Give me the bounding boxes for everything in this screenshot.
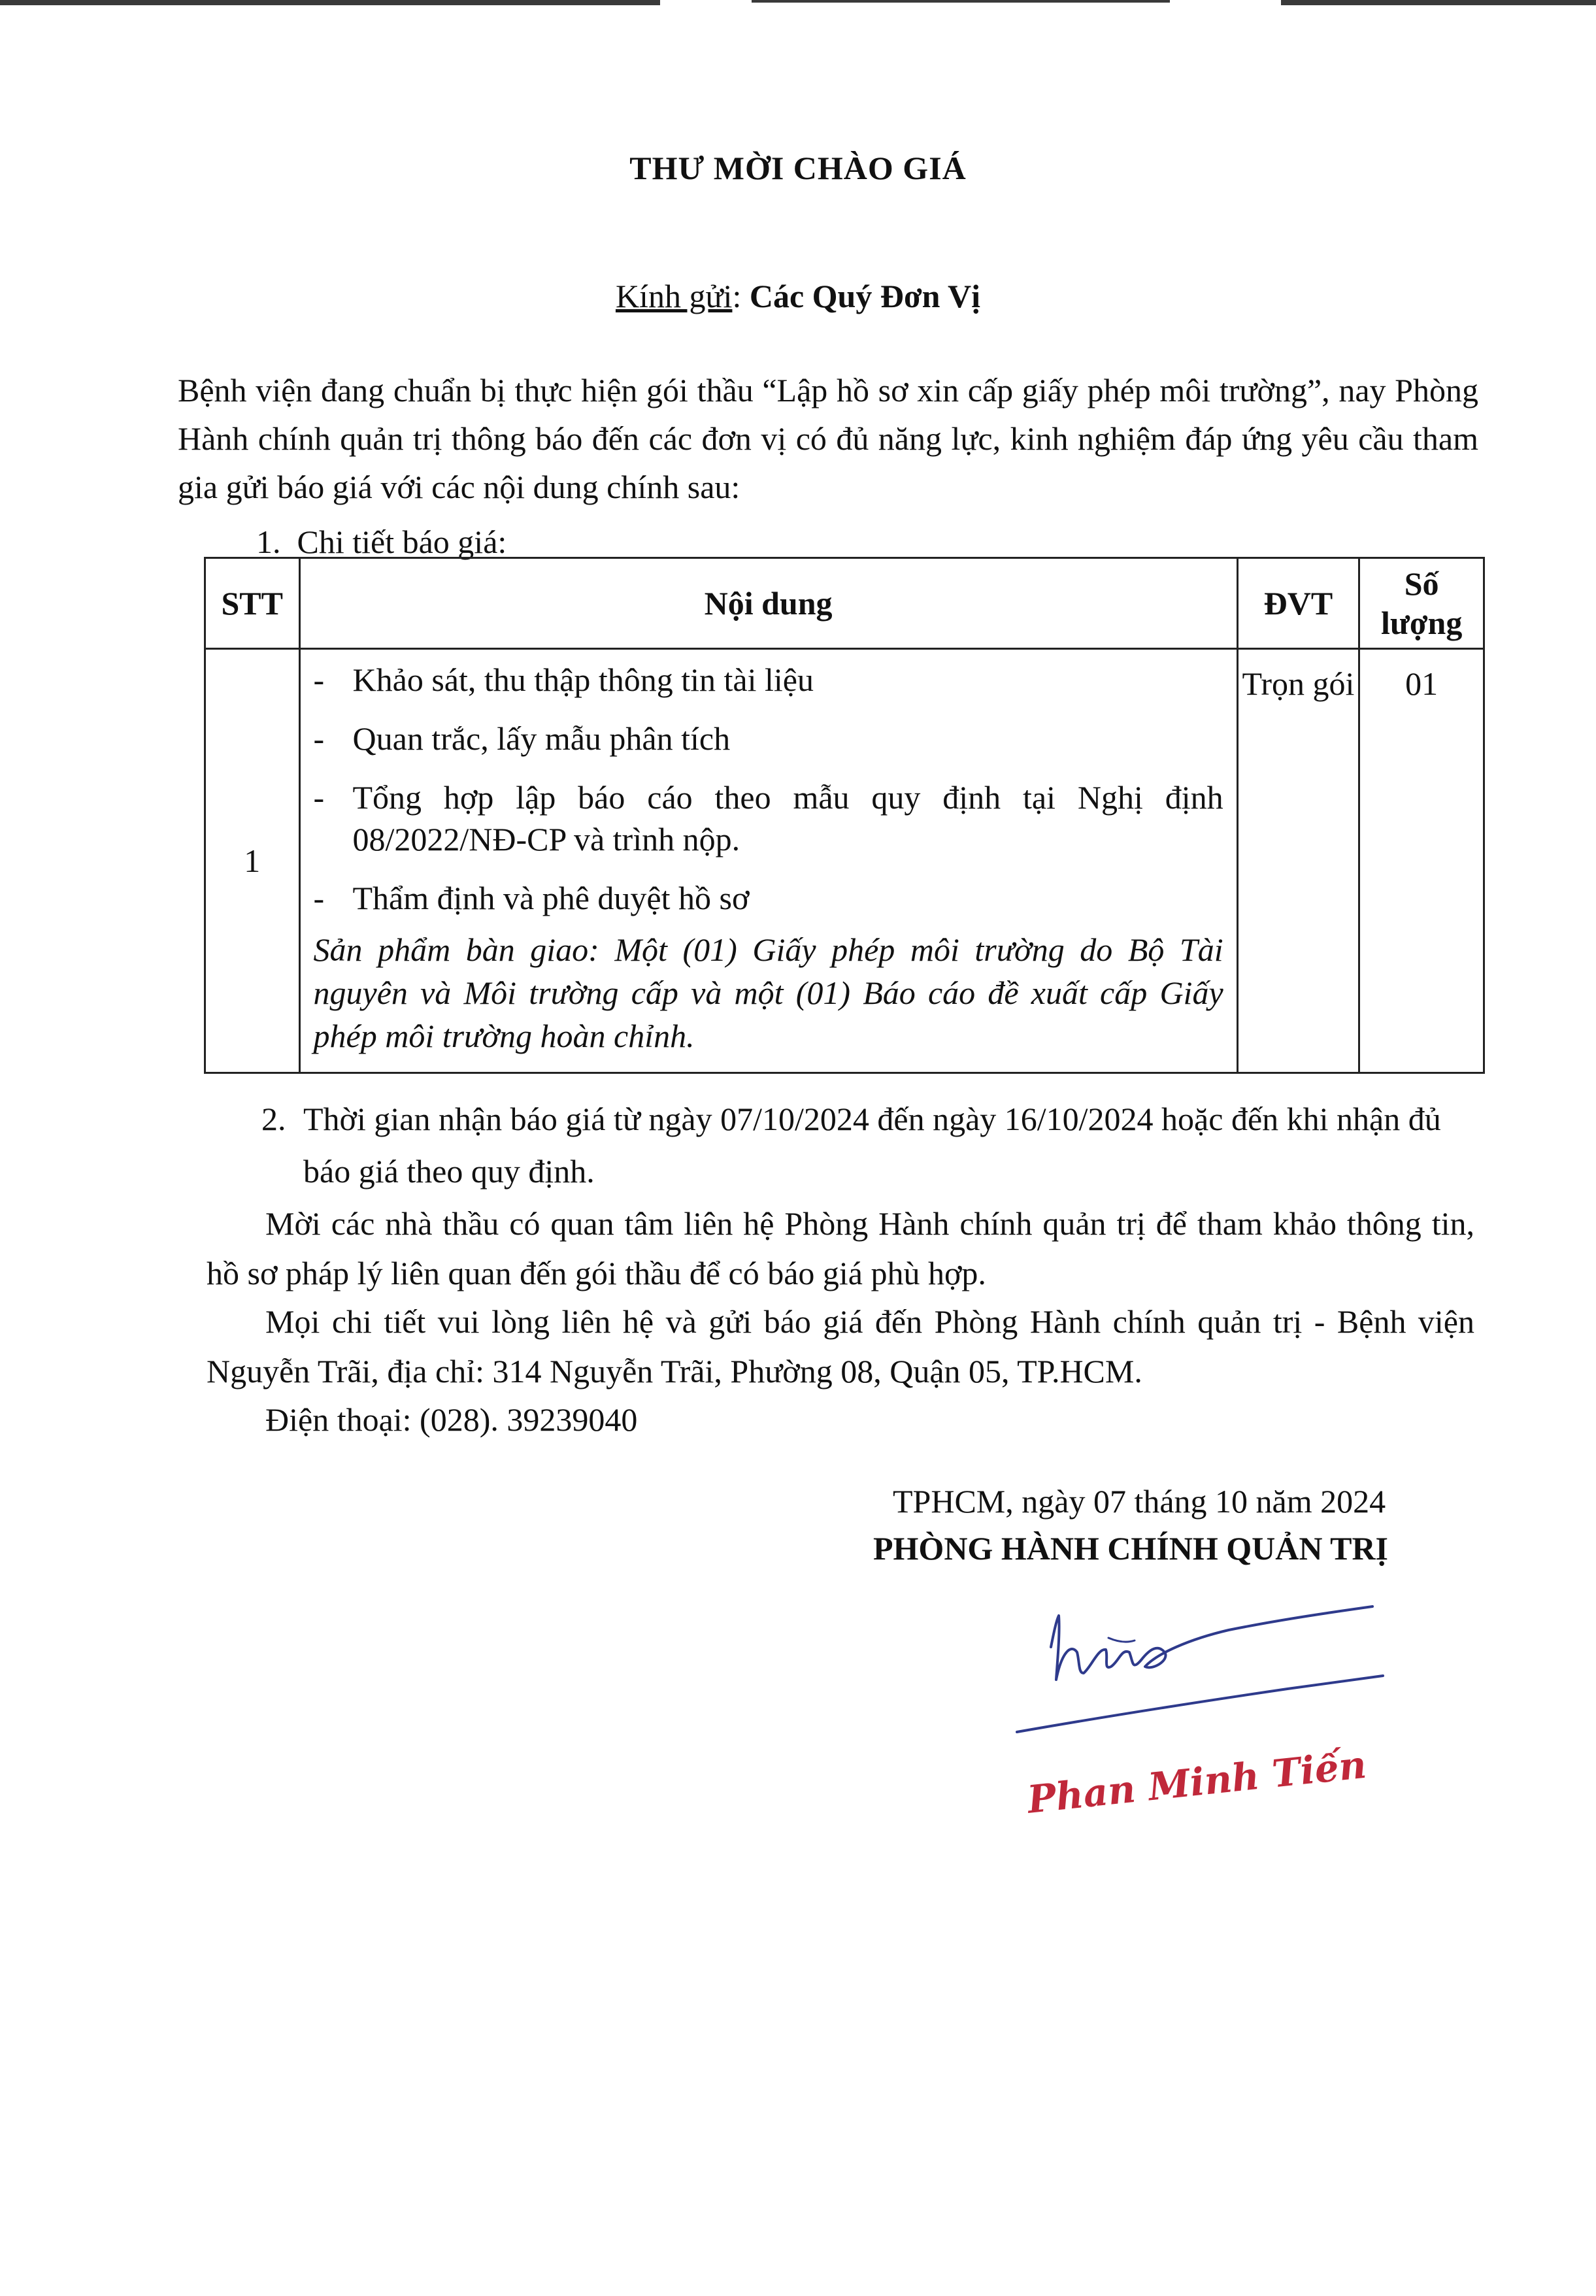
task-bullet: - [313, 720, 325, 757]
section-2 [261, 1093, 1477, 1197]
table-header-row [205, 558, 1484, 649]
header-stt: STT [205, 558, 300, 649]
signing-date: TPHCM, ngày 07 tháng 10 năm 2024 [893, 1483, 1386, 1520]
cell-unit: Trọn gói [1237, 649, 1359, 1073]
section-1-heading: 1. Chi tiết báo giá: [256, 524, 507, 560]
task-text: Quan trắc, lấy mẫu phân tích [352, 720, 731, 757]
task-item [314, 659, 1223, 701]
document-title: THƯ MỜI CHÀO GIÁ [629, 150, 967, 186]
task-bullet: - [313, 779, 325, 816]
contact-paragraph: Mời các nhà thầu có quan tâm liên hệ Phòng Hành chính quản trị để tham khảo thông tin, hồ sơ pháp lý liên quan đến gói thầu để có báo giá phù hợp. [207, 1205, 1474, 1291]
section-2-text: Thời gian nhận báo giá từ ngày 07/10/2024 đến ngày 16/10/2024 hoặc đến khi nhận đủ báo giá theo quy định. [303, 1101, 1441, 1190]
scan-edge-left [0, 0, 660, 5]
signing-department: PHÒNG HÀNH CHÍNH QUẢN TRỊ [873, 1530, 1389, 1567]
greeting-label: Kính gửi [615, 278, 733, 314]
scan-edge-mid [752, 0, 1170, 3]
header-unit: ĐVT [1237, 558, 1359, 649]
task-bullet: - [313, 880, 325, 916]
task-item [314, 776, 1223, 860]
greeting-separator: : [732, 278, 750, 314]
greeting-recipient: Các Quý Đơn Vị [749, 278, 981, 314]
handwritten-signature [993, 1575, 1386, 1739]
cell-stt: 1 [205, 649, 300, 1073]
scan-edge-right [1281, 0, 1596, 5]
header-content: Nội dung [299, 558, 1237, 649]
task-bullet: - [313, 661, 325, 698]
section-2-number: 2. [261, 1101, 286, 1137]
header-qty: Số lượng [1359, 558, 1484, 649]
deliverable-note: Sản phẩm bàn giao: Một (01) Giấy phép môi trường do Bộ Tài nguyên và Môi trường cấp và một (01) Báo cáo đề xuất cấp Giấy phép môi trường hoàn chỉnh. [313, 931, 1223, 1054]
cell-qty: 01 [1359, 649, 1484, 1073]
quote-table [204, 557, 1485, 1074]
signer-name: Phan Minh Tiến [1025, 1742, 1369, 1822]
table-row [205, 649, 1484, 1073]
task-item [314, 877, 1223, 919]
cell-content [299, 649, 1237, 1073]
signer-name-script [1020, 1739, 1369, 1822]
task-item [314, 718, 1223, 759]
task-text: Thẩm định và phê duyệt hồ sơ [352, 880, 750, 916]
greeting-line [0, 277, 1596, 315]
phone-line: Điện thoại: (028). 39239040 [265, 1401, 638, 1438]
intro-paragraph: Bệnh viện đang chuẩn bị thực hiện gói thầu “Lập hồ sơ xin cấp giấy phép môi trường”, nay Phòng Hành chính quản trị thông báo đến các đơn vị có đủ năng lực, kinh nghiệm đáp ứng yêu cầu tham gia gửi báo giá với các nội dung chính sau: [178, 372, 1478, 505]
task-text: Khảo sát, thu thập thông tin tài liệu [352, 661, 814, 698]
task-text: Tổng hợp lập báo cáo theo mẫu quy định tại Nghị định 08/2022/NĐ-CP và trình nộp. [352, 779, 1223, 857]
address-paragraph: Mọi chi tiết vui lòng liên hệ và gửi báo giá đến Phòng Hành chính quản trị - Bệnh viện Nguyễn Trãi, địa chỉ: 314 Nguyễn Trãi, Phường 08, Quận 05, TP.HCM. [207, 1303, 1474, 1389]
